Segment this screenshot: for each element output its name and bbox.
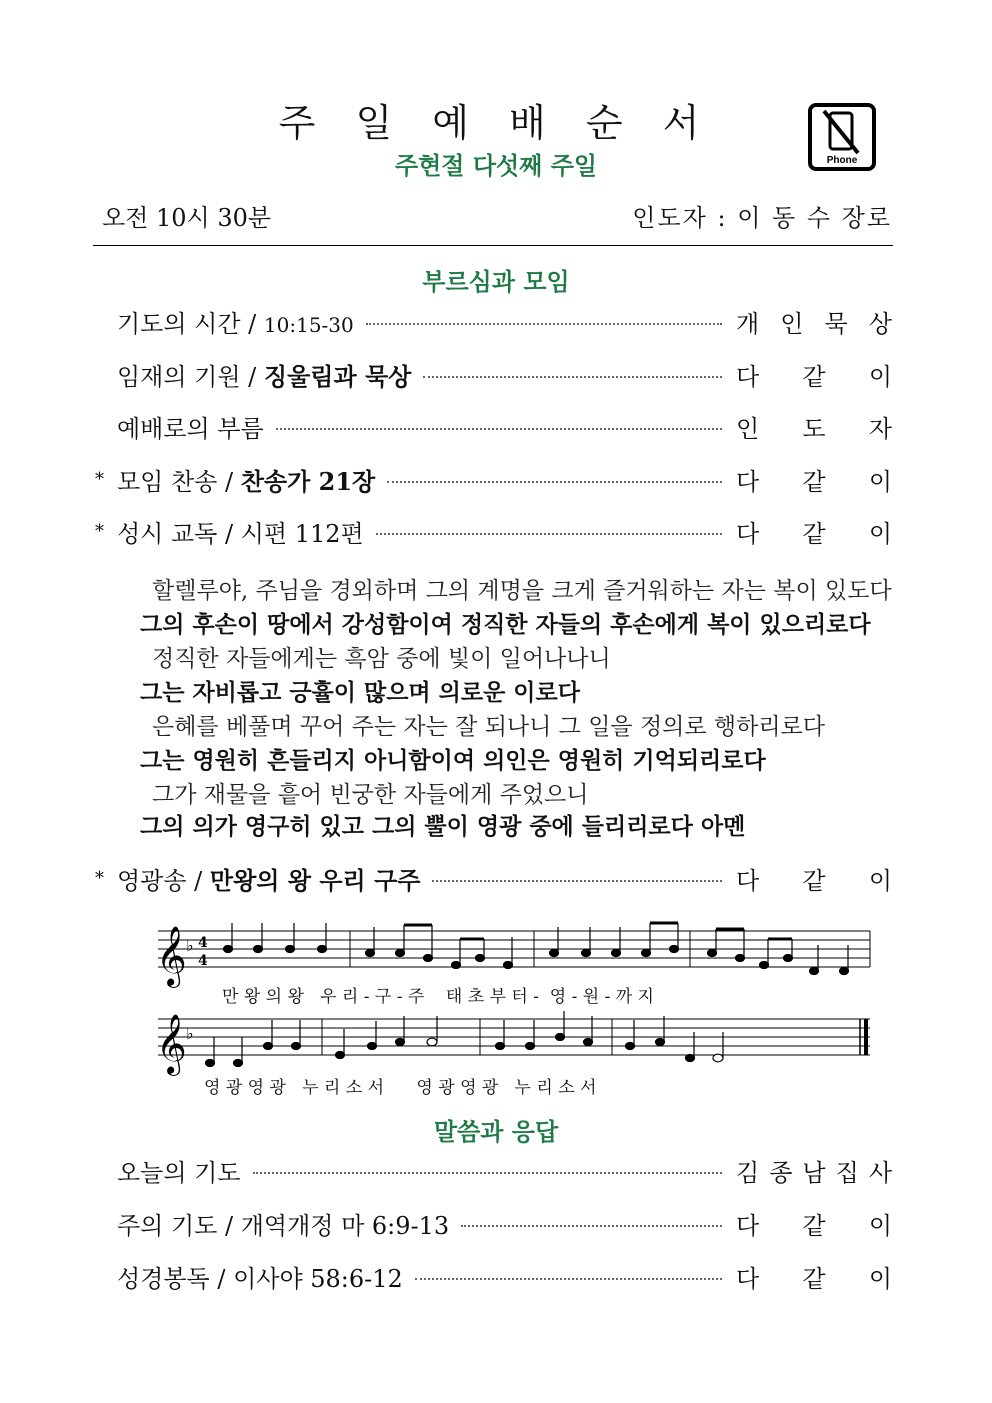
- treble-clef-icon: 𝄞: [156, 926, 187, 986]
- item-label: 주의 기도 / 개역개정 마 6:9-13: [117, 1211, 450, 1240]
- order-row: [95, 1152, 892, 1188]
- stand-mark: *: [95, 867, 104, 889]
- item-responder: 다 같 이: [736, 1264, 892, 1293]
- reading-line-1: 할렐루야, 주님을 경외하며 그의 계명을 크게 즐거워하는 자는 복이 있도다: [152, 578, 892, 604]
- reading-line-7: 그가 재물을 흩어 빈궁한 자들에게 주었으니: [152, 782, 589, 808]
- dot-leader: [276, 428, 722, 430]
- page-title: 주 일 예 배 순 서: [278, 101, 714, 145]
- phone-icon-label: Phone: [826, 155, 858, 166]
- item-responder: 다 같 이: [736, 467, 892, 496]
- dot-leader: [376, 533, 722, 535]
- gloria-hymn: 만왕의 왕 우리 구주: [209, 865, 421, 895]
- order-row: [95, 303, 892, 339]
- item-extra: 10:15-30: [263, 312, 354, 337]
- item-responder: 다 같 이: [736, 519, 892, 548]
- staff-2: [158, 1019, 870, 1055]
- item-label: 모임 찬송 /: [117, 467, 241, 496]
- flat-icon: ♭: [186, 936, 194, 955]
- item-label: 성시 교독 / 시편 112편: [117, 519, 364, 548]
- order-row: [95, 1205, 892, 1241]
- gloria-label: 영광송 /: [117, 866, 210, 895]
- flat-icon-2: ♭: [186, 1024, 194, 1043]
- order-row: [95, 356, 892, 392]
- stand-mark: *: [95, 520, 104, 542]
- service-leader: 인도자 : 이 동 수 장로: [632, 204, 892, 232]
- dot-leader: [432, 880, 722, 882]
- reading-line-6: 그는 영원히 흔들리지 아니함이여 의인은 영원히 기억되리로다: [140, 748, 766, 774]
- dot-leader: [253, 1172, 722, 1174]
- time-sig-bottom: 4: [198, 953, 208, 969]
- dot-leader: [415, 1278, 722, 1280]
- order-row: [95, 1258, 892, 1294]
- section-gathering-title: 부르심과 모임: [422, 268, 570, 296]
- header-divider: [93, 245, 893, 246]
- item-label: 오늘의 기도: [117, 1158, 241, 1187]
- service-time: 오전 10시 30분: [102, 204, 272, 232]
- reading-line-5: 은혜를 베풀며 꾸어 주는 자는 잘 되나니 그 일을 정의로 행하리로다: [152, 714, 825, 740]
- reading-line-4: 그는 자비롭고 긍휼이 많으며 의로운 이로다: [140, 680, 580, 706]
- item-label: 예배로의 부름: [117, 414, 264, 443]
- page-subtitle: 주현절 다섯째 주일: [394, 152, 598, 180]
- item-responder: 다 같 이: [736, 1211, 892, 1240]
- dot-leader: [423, 376, 722, 378]
- no-phone-icon: [808, 103, 876, 171]
- lyrics-line-2: 영 광 영 광 누 리 소 서 영 광 영 광 누 리 소 서: [204, 1078, 597, 1098]
- item-detail: 징울림과 묵상: [263, 361, 412, 391]
- lyrics-line-1: 만 왕 의 왕 우 리 - 구 - 주 태 초 부 터 - 영 - 원 - 까 지: [222, 987, 654, 1007]
- order-row-gloria: * 영광송 / 만왕의 왕 우리 구주 다 같 이: [95, 865, 892, 895]
- reading-line-8: 그의 의가 영구히 있고 그의 뿔이 영광 중에 들리리로다 아멘: [140, 814, 746, 840]
- item-responder: 개 인 묵 상: [736, 309, 892, 338]
- item-label: 성경봉독 / 이사야 58:6-12: [117, 1264, 403, 1293]
- section-word-title: 말씀과 응답: [433, 1118, 559, 1146]
- item-responder: 김 종 남 집 사: [736, 1158, 892, 1187]
- dot-leader: [387, 481, 722, 483]
- time-sig-top: 4: [198, 935, 208, 951]
- reading-line-2: 그의 후손이 땅에서 강성함이여 정직한 자들의 후손에게 복이 있으리로다: [140, 612, 871, 638]
- stand-mark: *: [95, 468, 104, 490]
- item-responder: 다 같 이: [736, 362, 892, 391]
- order-row: [95, 408, 892, 444]
- dot-leader: [366, 323, 722, 325]
- treble-clef-icon-2: 𝄞: [156, 1014, 187, 1074]
- item-label: 기도의 시간 /: [117, 309, 264, 338]
- item-responder: 인 도 자: [736, 414, 892, 443]
- order-row: [95, 513, 892, 549]
- reading-line-3: 정직한 자들에게는 흑암 중에 빛이 일어나나니: [152, 646, 611, 672]
- order-row: [95, 461, 892, 497]
- item-detail: 찬송가 21장: [240, 466, 376, 496]
- dot-leader: [461, 1225, 722, 1227]
- item-label: 임재의 기원 /: [117, 362, 264, 391]
